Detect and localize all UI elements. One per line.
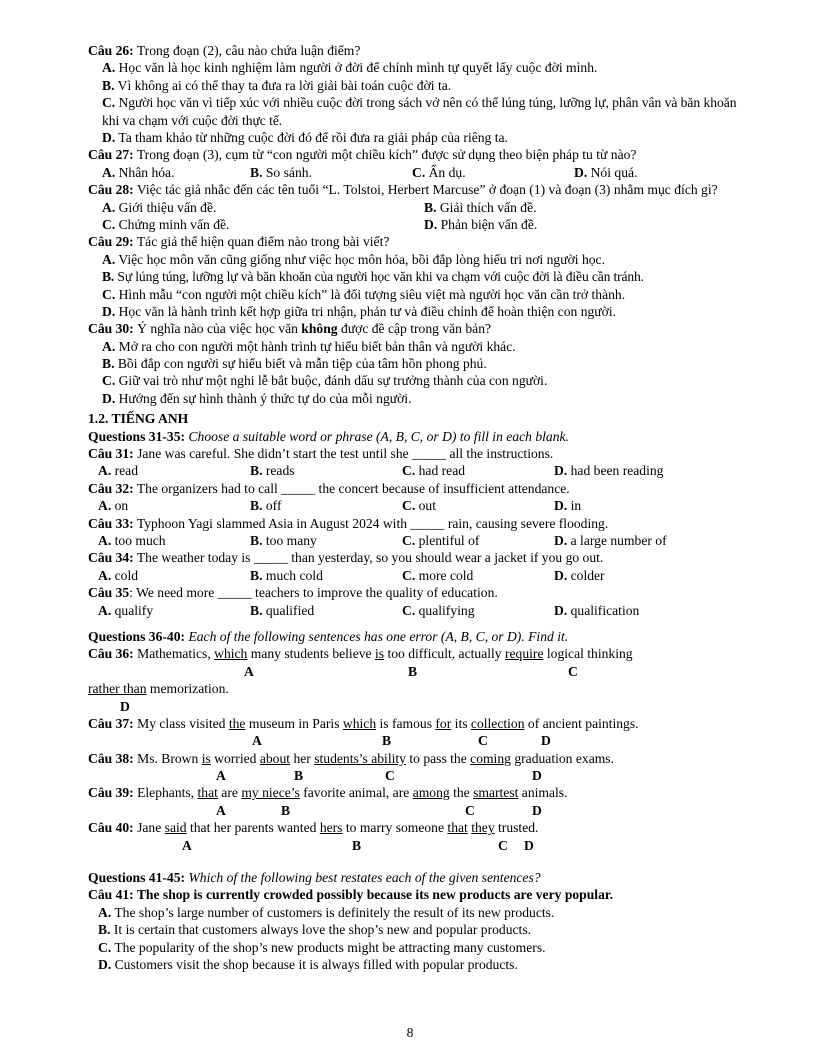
group-instruction: Questions 41-45: Which of the following best restates each of the given sentences? xyxy=(88,870,541,886)
question-41: Câu 41: The shop is currently crowded possibly because its new products are very popular. xyxy=(88,887,614,903)
option-b: B. Vì không ai có thể thay ta đưa ra lời giải bài toán cuộc đời ta. xyxy=(102,77,452,93)
option-a: A. Học văn là học kinh nghiệm làm người ở đời để chính mình tự quyết lấy cuộc đời mình. xyxy=(102,60,598,76)
error-markers: A B C D xyxy=(252,733,551,749)
option-d: D. had been reading xyxy=(554,463,664,479)
options-row xyxy=(88,216,738,233)
option-d: D. qualification xyxy=(554,602,640,618)
question-label: Câu 26: xyxy=(88,43,134,58)
question-31: Câu 31: Jane was careful. She didn’t start the test until she _____ all the instructions. xyxy=(88,446,554,462)
option-c: C. had read xyxy=(402,463,466,479)
error-markers: A B C xyxy=(244,663,578,679)
section-title: 1.2. TIẾNG ANH xyxy=(88,411,189,427)
options-row xyxy=(88,497,738,514)
question-32: Câu 32: The organizers had to call _____ the concert because of insufficient attendance. xyxy=(88,480,570,496)
option-d: D. Ta tham khảo từ những cuộc đời đó để rồi đưa ra giải pháp của riêng ta. xyxy=(102,129,508,145)
option-b: B. Sự lúng túng, lưỡng lự và băn khoăn của người học văn khi va chạm với cuộc đời là điều cần tránh. xyxy=(102,269,644,285)
question-35: Câu 35: We need more _____ teachers to improve the quality of education. xyxy=(88,585,498,601)
question-29: Câu 29: Tác giả thể hiện quan điểm nào trong bài viết? xyxy=(88,234,390,250)
option-a: A. cold xyxy=(98,567,139,583)
option-c: C. Hình mẫu “con người một chiều kích” là đối tượng siêu việt mà người học văn cần trở thành. xyxy=(102,286,626,302)
option-b: B. too many xyxy=(250,532,317,548)
option-c: C. plentiful of xyxy=(402,532,480,548)
options-row xyxy=(88,567,738,584)
options-row xyxy=(88,532,738,549)
option-d: D. Hướng đến sự hình thành ý thức tự do của mỗi người. xyxy=(102,390,412,406)
option-c: C. Ẩn dụ. xyxy=(412,164,466,180)
option-a: A. The shop’s large number of customers is definitely the result of its new products. xyxy=(98,904,555,920)
question-30: Câu 30: Ý nghĩa nào của việc học văn không được đề cập trong văn bản? xyxy=(88,321,492,337)
question-stem: Trong đoạn (2), câu nào chứa luận điểm? xyxy=(133,43,361,58)
option-b: B. So sánh. xyxy=(250,164,312,180)
option-d: D. Nói quá. xyxy=(574,164,638,180)
question-36-cont: rather than memorization. xyxy=(88,681,229,697)
option-b: B. qualified xyxy=(250,602,315,618)
question-28: Câu 28: Việc tác giả nhắc đến các tên tuổi “L. Tolstoi, Herbert Marcuse” ở đoạn (1) và đoạn (3) nhằm mục đích gì? xyxy=(88,182,718,198)
options-row xyxy=(88,602,738,619)
option-c: C. The popularity of the shop’s new products might be attracting many customers. xyxy=(98,939,546,955)
error-markers: A B C D xyxy=(216,768,542,784)
option-a: A. Nhân hóa. xyxy=(102,164,175,180)
question-37: Câu 37: My class visited the museum in Paris which is famous for its collection of ancient paintings. xyxy=(88,715,639,731)
option-a: A. on xyxy=(98,498,129,514)
option-d: D. Customers visit the shop because it is always filled with popular products. xyxy=(98,956,518,972)
option-c: C. Người học văn vì tiếp xúc với nhiều cuộc đời trong sách vở nên có thể lúng túng, lưỡng lự, phân vân và băn khoăn khi va chạm với cuộc đời thực tế. xyxy=(102,95,737,128)
option-b: B. reads xyxy=(250,463,295,479)
option-a: A. Mở ra cho con người một hành trình tự hiểu biết bản thân và người khác. xyxy=(102,338,516,354)
option-a: A. Giới thiệu vấn đề. xyxy=(102,199,217,215)
option-b: B. much cold xyxy=(250,567,323,583)
option-c: C. more cold xyxy=(402,567,474,583)
options-row xyxy=(88,199,738,216)
question-38: Câu 38: Ms. Brown is worried about her students’s ability to pass the coming graduation exams. xyxy=(88,750,614,766)
option-c: C. out xyxy=(402,498,436,514)
question-39: Câu 39: Elephants, that are my niece’s favorite animal, are among the smartest animals. xyxy=(88,785,568,801)
option-c: C. Giữ vai trò như một nghi lễ bắt buộc, đánh dấu sự trưởng thành của con người. xyxy=(102,373,548,389)
error-markers: A B C D xyxy=(182,837,534,853)
question-33: Câu 33: Typhoon Yagi slammed Asia in August 2024 with _____ rain, causing severe flooding. xyxy=(88,515,609,531)
option-d: D. a large number of xyxy=(554,532,667,548)
question-26 xyxy=(88,42,738,59)
option-b: B. off xyxy=(250,498,282,514)
group-instruction: Questions 36-40: Each of the following sentences has one error (A, B, C, or D). Find it. xyxy=(88,628,569,644)
option-d: D. colder xyxy=(554,567,605,583)
option-d: D. Phản biện vấn đề. xyxy=(424,216,538,232)
error-markers: A B C D xyxy=(216,802,542,818)
page-number: 8 xyxy=(406,1025,414,1040)
group-instruction: Questions 31-35: Choose a suitable word or phrase (A, B, C, or D) to fill in each blank. xyxy=(88,428,569,444)
exam-page xyxy=(88,42,738,973)
option-c: C. Chứng minh vấn đề. xyxy=(102,216,230,232)
error-markers: D xyxy=(120,698,130,714)
option-a: A. qualify xyxy=(98,602,154,618)
options-row xyxy=(88,462,738,479)
option-c: C. qualifying xyxy=(402,602,475,618)
question-27: Câu 27: Trong đoạn (3), cụm từ “con người một chiều kích” được sử dụng theo biện pháp tu từ nào? xyxy=(88,147,637,163)
option-a: A. read xyxy=(98,463,139,479)
option-b: B. Bồi đắp con người sự hiểu biết và mẫn tiệp của tâm hồn phong phú. xyxy=(102,356,487,372)
option-a: A. too much xyxy=(98,532,166,548)
question-34: Câu 34: The weather today is _____ than yesterday, so you should wear a jacket if you go out. xyxy=(88,550,604,566)
option-a: A. Việc học môn văn cũng giống như việc học môn hóa, bồi đắp lòng hiếu tri nơi người học. xyxy=(102,251,605,267)
option-d: D. Học văn là hành trình kết hợp giữa tri nhận, phản tư và điều chỉnh để hoàn thiện con người. xyxy=(102,303,617,319)
options-row xyxy=(88,164,738,181)
question-36: Câu 36: Mathematics, which many students believe is too difficult, actually require logical thinking xyxy=(88,646,633,662)
question-40: Câu 40: Jane said that her parents wanted hers to marry someone that they trusted. xyxy=(88,820,539,836)
option-b: B. It is certain that customers always love the shop’s new and popular products. xyxy=(98,922,532,938)
option-b: B. Giải thích vấn đề. xyxy=(424,199,537,215)
option-d: D. in xyxy=(554,498,582,514)
